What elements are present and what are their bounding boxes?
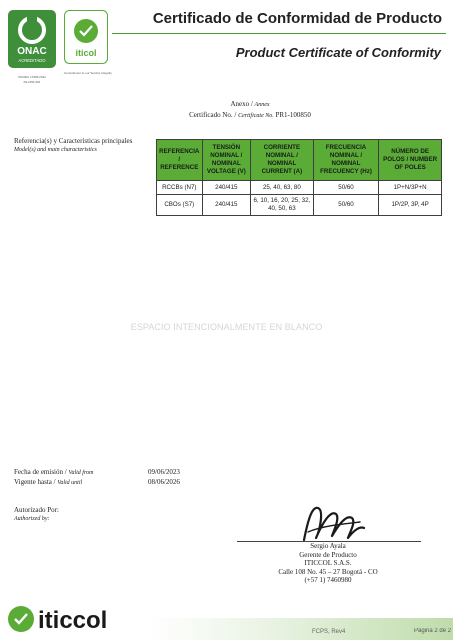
issue-date-label bbox=[14, 468, 93, 477]
valid-until-label bbox=[14, 478, 82, 487]
iticcol-tagline: Commitment to our Service Integrity bbox=[64, 71, 112, 75]
table-row bbox=[157, 181, 442, 195]
page-subtitle: Product Certificate of Conformity bbox=[235, 45, 441, 60]
col-header-current: CORRIENTE NOMINAL / NOMINAL CURRENT (A) bbox=[251, 140, 314, 181]
annex-block bbox=[150, 99, 350, 121]
onac-code: 09-CPR-001 bbox=[23, 80, 41, 84]
cell-poles: 1P+N/3P+N bbox=[379, 181, 442, 195]
header-divider bbox=[112, 33, 446, 34]
onac-badge-icon bbox=[8, 10, 56, 68]
col-header-voltage: TENSIÓN NOMINAL / NOMINAL VOLTAGE (V) bbox=[202, 140, 250, 181]
cell-voltage: 240/415 bbox=[202, 181, 250, 195]
footer-form-code: FCPS, Rev4 bbox=[312, 629, 346, 635]
cell-current: 6, 10, 16, 20, 25, 32, 40, 50, 63 bbox=[251, 195, 314, 216]
footer-page-number: Página 2 de 2 bbox=[414, 628, 452, 634]
col-header-frequency: FRECUENCIA NOMINAL / NOMINAL FRECUENCY (Hz) bbox=[313, 140, 379, 181]
iticcol-wordmark-icon bbox=[6, 602, 146, 636]
issue-label-en: Valid from bbox=[68, 470, 94, 476]
characteristics-table bbox=[156, 139, 442, 216]
iticcol-logo-word: iticol bbox=[75, 48, 97, 58]
onac-logo bbox=[8, 10, 56, 84]
issue-label-es: Fecha de emisión / bbox=[14, 468, 69, 476]
cell-frequency: 50/60 bbox=[313, 181, 379, 195]
signer-role: Gerente de Producto bbox=[299, 550, 357, 559]
certificate-line bbox=[150, 110, 350, 121]
annex-label-en: Annex bbox=[254, 102, 270, 108]
signature-image bbox=[298, 500, 368, 546]
cell-voltage: 240/415 bbox=[202, 195, 250, 216]
signer-phone: (+57 1) 7460980 bbox=[304, 576, 352, 585]
page-title: Certificado de Conformidad de Producto bbox=[152, 10, 442, 27]
references-label bbox=[14, 137, 132, 154]
certificate-label-en: Certificate No. bbox=[238, 113, 274, 119]
certificate-number: PR1-100850 bbox=[273, 111, 311, 119]
iticcol-badge-icon bbox=[64, 10, 108, 64]
authorized-label-en: Authorized by: bbox=[14, 516, 50, 522]
issue-date-value: 09/06/2023 bbox=[148, 468, 180, 476]
signer-name: Sergio Ayala bbox=[310, 542, 346, 550]
onac-iso: ISO/IEC 17065:2012 bbox=[18, 75, 46, 79]
valid-label-en: Valid until bbox=[57, 480, 83, 486]
cell-reference: CBOs (S7) bbox=[157, 195, 203, 216]
annex-label: Anexo / bbox=[230, 100, 255, 108]
footer-logo-word: iticcol bbox=[38, 607, 108, 634]
cell-frequency: 50/60 bbox=[313, 195, 379, 216]
col-header-poles: NÚMERO DE POLOS / NUMBER OF POLES bbox=[379, 140, 442, 181]
blank-space-notice: ESPACIO INTENCIONALMENTE EN BLANCO bbox=[130, 322, 323, 332]
col-header-reference: REFERENCIA / REFERENCE bbox=[157, 140, 203, 181]
signer-company: ITICCOL S.A.S. bbox=[304, 559, 352, 568]
authorized-by bbox=[14, 506, 59, 523]
table-header-row bbox=[157, 140, 442, 181]
cell-current: 25, 40, 63, 80 bbox=[251, 181, 314, 195]
certificate-label: Certificado No. / bbox=[189, 111, 239, 119]
valid-until-value: 08/06/2026 bbox=[148, 478, 180, 486]
annex-line bbox=[150, 99, 350, 110]
authorized-label-es: Autorizado Por: bbox=[14, 506, 59, 514]
table-row bbox=[157, 195, 442, 216]
references-label-es: Referencia(s) y Características principales bbox=[14, 137, 133, 145]
cell-reference: RCCBs (N7) bbox=[157, 181, 203, 195]
onac-status: ACREDITADO bbox=[18, 58, 46, 63]
signer-block bbox=[238, 542, 418, 585]
onac-name: ONAC bbox=[17, 46, 47, 57]
signer-address: Calle 108 No. 45 – 27 Bogotá - CO bbox=[278, 567, 378, 576]
references-label-en: Model(s) and main characteristics bbox=[14, 147, 97, 153]
cell-poles: 1P/2P, 3P, 4P bbox=[379, 195, 442, 216]
footer-band bbox=[150, 618, 453, 640]
handwritten-signature-icon bbox=[298, 500, 368, 546]
valid-label-es: Vigente hasta / bbox=[14, 478, 58, 486]
footer-logo bbox=[6, 602, 146, 636]
iticcol-logo bbox=[64, 10, 112, 75]
